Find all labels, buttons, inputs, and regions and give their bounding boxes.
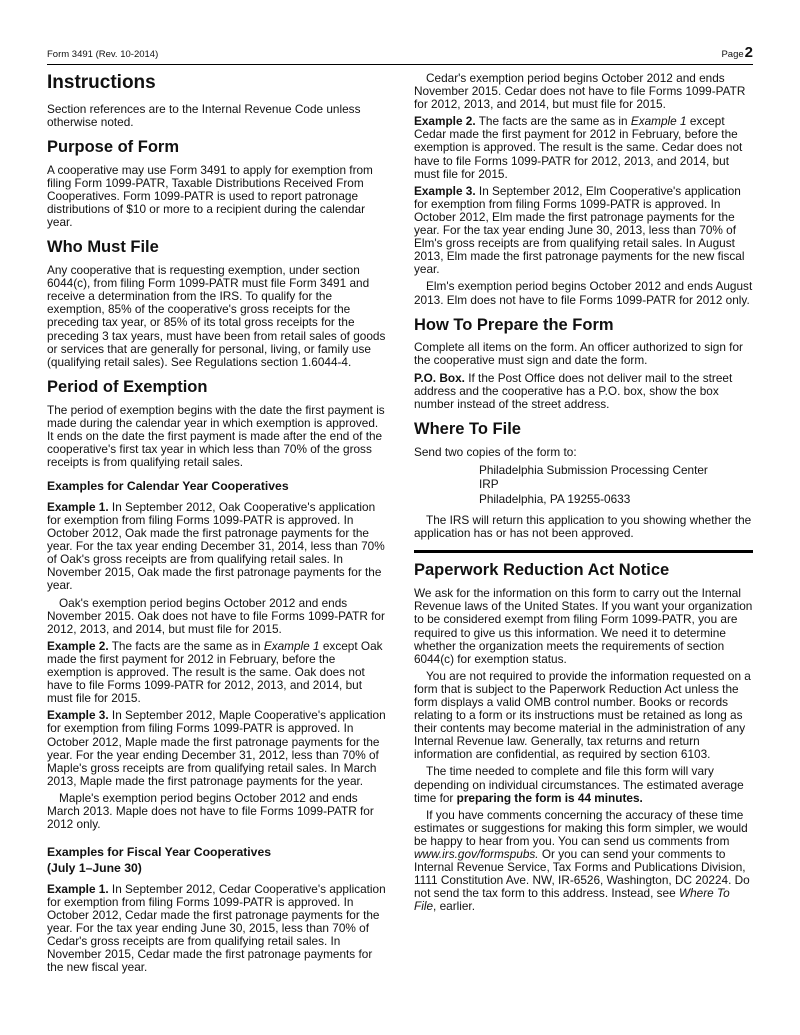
calendar-examples-heading: Examples for Calendar Year Cooperatives bbox=[47, 479, 289, 494]
calendar-example-1-followup: Oak's exemption period begins October 2012 and ends November 2015. Oak does not have to file Forms 1099-PATR for 2012, 2013, and 2014, but must file for 2015. bbox=[47, 595, 385, 636]
mailing-address bbox=[479, 463, 753, 507]
where-to-file-text: Send two copies of the form to: bbox=[414, 444, 577, 459]
fiscal-examples-heading: Examples for Fiscal Year Cooperatives (July 1–June 30) bbox=[47, 845, 271, 876]
address-line-1: Philadelphia Submission Processing Center bbox=[479, 462, 708, 477]
calendar-example-3-followup: Maple's exemption period begins October 2012 and ends March 2013. Maple does not have to file Forms 1099-PATR for 2012 only. bbox=[47, 790, 374, 832]
paperwork-paragraph-1: We ask for the information on this form to carry out the Internal Revenue laws of the United States. If you want your organization to be considered exempt from filing Form 1099-PATR, you are required to give us this information. We need it to determine whether the organization meets the requirements of section 6044(c) for exemption status. bbox=[414, 586, 753, 666]
period-heading: Period of Exemption bbox=[47, 377, 208, 396]
fiscal-example-3-followup: Elm's exemption period begins October 2012 and ends August 2013. Elm does not have to file Forms 1099-PATR for 2012 only. bbox=[414, 279, 753, 307]
fiscal-example-1: Example 1. In September 2012, Cedar Cooperative's application for exemption from filing Forms 1099-PATR is approved. In October 2012, Cedar made the first patronage payments for the year. For the tax year ending June 30, 2015, less than 70% of Cedar's gross receipts are from qualifying retail sales. In November 2015, Cedar made the first patronage payments for the new fiscal year. bbox=[47, 881, 386, 975]
instructions-heading: Instructions bbox=[47, 72, 156, 93]
paperwork-paragraph-3: The time needed to complete and file this form will vary depending on individual circumstances. The estimated average time for preparing the form is 44 minutes. bbox=[414, 764, 744, 805]
calendar-example-2: Example 2. The facts are the same as in Example 1 except Oak made the first payment for 2012 in February, before the exemption is approved. The result is the same. Oak does not have to file Forms 1099-PATR for 2012, 2013, and 2014, but must file for 2015. bbox=[47, 638, 383, 706]
form-identifier: Form 3491 (Rev. 10-2014) bbox=[47, 49, 159, 60]
po-box-text: P.O. Box. If the Post Office does not deliver mail to the street address and the cooperative has a P.O. box, show the box number instead of the street address. bbox=[414, 370, 733, 411]
section-divider bbox=[414, 550, 753, 553]
where-to-file-followup: The IRS will return this application to you showing whether the application has or has not been approved. bbox=[414, 513, 752, 541]
where-to-file-heading: Where To File bbox=[414, 419, 521, 438]
prepare-text: Complete all items on the form. An officer authorized to sign for the cooperative must sign and date the form. bbox=[414, 340, 743, 368]
irs-website-link: www.irs.gov/formspubs. bbox=[414, 847, 539, 862]
fiscal-example-2: Example 2. The facts are the same as in Example 1 except Cedar made the first payment for 2012 in February, before the exemption is approved. The result is the same. Cedar does not have to file Forms 1099-PATR for 2012, 2013, and 2014, but must file for 2015. bbox=[414, 114, 743, 181]
page-number: Page2 bbox=[721, 44, 753, 61]
paperwork-paragraph-2: You are not required to provide the information requested on a form that is subject to the Paperwork Reduction Act unless the form displays a valid OMB control number. Books or records relating to a form or its instructions must be retained as long as their contents may become material in the administration of any Internal Revenue law. Generally, tax returns and return information are confidential, as required by section 6103. bbox=[414, 668, 751, 762]
right-column bbox=[414, 72, 753, 917]
who-must-file-text: Any cooperative that is requesting exemption, under section 6044(c), from filing Form 1099-PATR must file Form 3491 and receive a determination from the IRS. To qualify for the exemption, 85% of the cooperative's gross receipts for the preceding tax year, or 85% of its total gross receipts for the preceding 3 tax years, must have been from retail sales of goods or services that are generally for personal, living, or family use (qualifying retail sales). See Regulations section 1.6044-4. bbox=[47, 263, 386, 369]
paperwork-paragraph-4: If you have comments concerning the accuracy of these time estimates or suggestions for making this form simpler, we would be happy to hear from you. You can send us comments from www.irs.gov/formspubs. Or you can send your comments to Internal Revenue Service, Tax Forms and Publications Division, 1111 Constitution Ave. NW, IR-6526, Washington, DC 20224. Do not send the tax form to this address. Instead, see Where To File, earlier. bbox=[414, 807, 750, 914]
calendar-example-3: Example 3. In September 2012, Maple Cooperative's application for exemption from filing Forms 1099-PATR is approved. In October 2012, Maple made the first patronage payments for the year. For the year ending December 31, 2012, less than 70% of Maple's gross receipts are from qualifying retail sales. In March 2013, Maple made the first patronage payments for the year. bbox=[47, 708, 386, 788]
prepare-heading: How To Prepare the Form bbox=[414, 315, 614, 334]
instructions-text: Section references are to the Internal Revenue Code unless otherwise noted. bbox=[47, 101, 361, 129]
fiscal-example-1-followup: Cedar's exemption period begins October 2012 and ends November 2015. Cedar does not have to file Forms 1099-PATR for 2012, 2013, and 2014, but must file for 2015. bbox=[414, 71, 746, 112]
page-header bbox=[47, 44, 753, 65]
who-must-file-heading: Who Must File bbox=[47, 238, 159, 257]
address-line-3: Philadelphia, PA 19255-0633 bbox=[479, 491, 631, 506]
address-line-2: IRP bbox=[479, 477, 499, 492]
left-column bbox=[47, 72, 386, 979]
fiscal-example-3: Example 3. In September 2012, Elm Cooperative's application for exemption from filing Forms 1099-PATR is approved. In October 2012, Elm made the first patronage payments for the year. For the tax year ending June 30, 2013, less than 70% of Elm's gross receipts are from qualifying retail sales. In August 2013, Elm made the first patronage payments for the new fiscal year. bbox=[414, 183, 745, 277]
paperwork-heading: Paperwork Reduction Act Notice bbox=[414, 561, 670, 580]
calendar-example-1: Example 1. In September 2012, Oak Cooperative's application for exemption from filing Forms 1099-PATR is approved. In October 2012, Oak made the first patronage payments for the year. For the tax year ending December 31, 2014, less than 70% of Oak's gross receipts are from qualifying retail sales. In November 2015, Oak made the first patronage payments for the year. bbox=[47, 499, 385, 593]
period-text: The period of exemption begins with the date the first payment is made during the calendar year in which exemption is approved. It ends on the date the first payment is made after the end of the cooperative's first tax year in which less than 70% of the gross receipts is from qualifying retail sales. bbox=[47, 402, 385, 469]
purpose-heading: Purpose of Form bbox=[47, 137, 180, 156]
purpose-text: A cooperative may use Form 3491 to apply for exemption from filing Form 1099-PATR, Taxable Distributions Received From Cooperatives. Form 1099-PATR is used to report patronage distributions of $10 or more to a recipient during the calendar year. bbox=[47, 162, 373, 230]
